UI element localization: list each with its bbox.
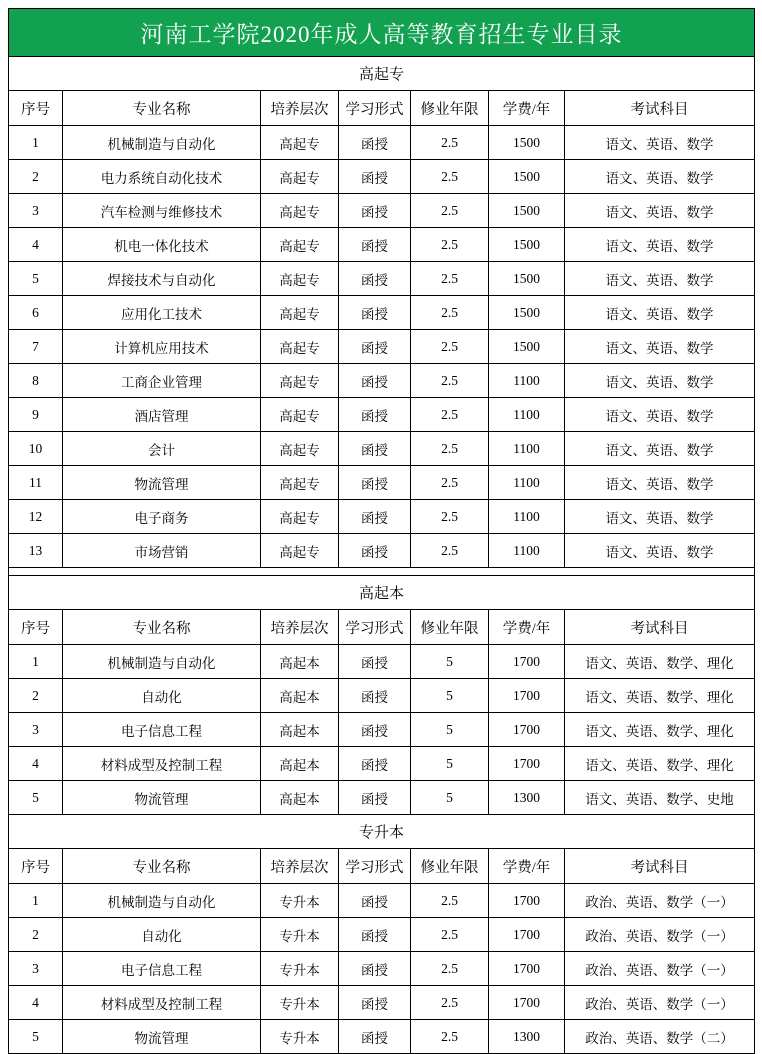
cell-major-name: 酒店管理 xyxy=(63,398,261,432)
table-row xyxy=(9,398,755,432)
catalog-table xyxy=(8,8,755,1054)
section-spacer xyxy=(9,568,755,576)
cell-duration: 2.5 xyxy=(411,500,489,534)
cell-tuition: 1700 xyxy=(489,986,565,1020)
cell-study-form: 函授 xyxy=(339,645,411,679)
section-header-row-0 xyxy=(9,57,755,91)
cell-exam-subjects: 语文、英语、数学 xyxy=(565,500,755,534)
cell-duration: 2.5 xyxy=(411,1020,489,1054)
cell-duration: 2.5 xyxy=(411,534,489,568)
cell-study-form: 函授 xyxy=(339,679,411,713)
cell-major-name: 焊接技术与自动化 xyxy=(63,262,261,296)
cell-level: 高起专 xyxy=(261,262,339,296)
cell-exam-subjects: 语文、英语、数学 xyxy=(565,432,755,466)
cell-no: 2 xyxy=(9,679,63,713)
cell-level: 专升本 xyxy=(261,918,339,952)
cell-no: 9 xyxy=(9,398,63,432)
table-row xyxy=(9,884,755,918)
header-no: 序号 xyxy=(9,610,63,645)
cell-major-name: 自动化 xyxy=(63,918,261,952)
cell-major-name: 材料成型及控制工程 xyxy=(63,986,261,1020)
table-row xyxy=(9,918,755,952)
cell-duration: 2.5 xyxy=(411,398,489,432)
header-tuition: 学费/年 xyxy=(489,610,565,645)
section-header-row-1 xyxy=(9,576,755,610)
cell-major-name: 自动化 xyxy=(63,679,261,713)
cell-major-name: 汽车检测与维修技术 xyxy=(63,194,261,228)
table-row xyxy=(9,160,755,194)
cell-study-form: 函授 xyxy=(339,781,411,815)
cell-no: 8 xyxy=(9,364,63,398)
cell-exam-subjects: 语文、英语、数学 xyxy=(565,398,755,432)
cell-duration: 5 xyxy=(411,679,489,713)
section-title-zhuanshengben: 专升本 xyxy=(9,815,755,849)
cell-tuition: 1100 xyxy=(489,432,565,466)
table-row xyxy=(9,713,755,747)
cell-study-form: 函授 xyxy=(339,918,411,952)
table-row xyxy=(9,747,755,781)
cell-duration: 5 xyxy=(411,713,489,747)
cell-study-form: 函授 xyxy=(339,1020,411,1054)
cell-exam-subjects: 语文、英语、数学 xyxy=(565,160,755,194)
cell-tuition: 1300 xyxy=(489,1020,565,1054)
cell-duration: 2.5 xyxy=(411,330,489,364)
cell-exam-subjects: 语文、英语、数学、理化 xyxy=(565,645,755,679)
table-row xyxy=(9,330,755,364)
cell-no: 3 xyxy=(9,952,63,986)
cell-tuition: 1500 xyxy=(489,296,565,330)
cell-study-form: 函授 xyxy=(339,262,411,296)
header-no: 序号 xyxy=(9,849,63,884)
cell-tuition: 1700 xyxy=(489,952,565,986)
table-row xyxy=(9,645,755,679)
table-row xyxy=(9,986,755,1020)
header-exam-subjects: 考试科目 xyxy=(565,849,755,884)
cell-tuition: 1100 xyxy=(489,466,565,500)
cell-no: 4 xyxy=(9,986,63,1020)
cell-level: 高起本 xyxy=(261,713,339,747)
table-row xyxy=(9,228,755,262)
cell-study-form: 函授 xyxy=(339,398,411,432)
cell-exam-subjects: 语文、英语、数学 xyxy=(565,364,755,398)
cell-tuition: 1100 xyxy=(489,534,565,568)
section-title-gaoqiben: 高起本 xyxy=(9,576,755,610)
cell-exam-subjects: 政治、英语、数学（二） xyxy=(565,1020,755,1054)
cell-tuition: 1700 xyxy=(489,884,565,918)
cell-major-name: 电子信息工程 xyxy=(63,952,261,986)
cell-exam-subjects: 语文、英语、数学 xyxy=(565,330,755,364)
cell-no: 1 xyxy=(9,126,63,160)
cell-major-name: 机电一体化技术 xyxy=(63,228,261,262)
cell-no: 4 xyxy=(9,228,63,262)
cell-level: 专升本 xyxy=(261,884,339,918)
header-major-name: 专业名称 xyxy=(63,91,261,126)
cell-duration: 2.5 xyxy=(411,952,489,986)
cell-study-form: 函授 xyxy=(339,330,411,364)
cell-duration: 2.5 xyxy=(411,228,489,262)
cell-study-form: 函授 xyxy=(339,432,411,466)
header-major-name: 专业名称 xyxy=(63,849,261,884)
cell-exam-subjects: 语文、英语、数学、理化 xyxy=(565,679,755,713)
cell-no: 2 xyxy=(9,160,63,194)
header-exam-subjects: 考试科目 xyxy=(565,610,755,645)
header-level: 培养层次 xyxy=(261,610,339,645)
cell-level: 高起专 xyxy=(261,228,339,262)
cell-tuition: 1500 xyxy=(489,330,565,364)
cell-study-form: 函授 xyxy=(339,884,411,918)
header-level: 培养层次 xyxy=(261,849,339,884)
header-duration: 修业年限 xyxy=(411,610,489,645)
cell-major-name: 物流管理 xyxy=(63,781,261,815)
cell-study-form: 函授 xyxy=(339,500,411,534)
cell-tuition: 1500 xyxy=(489,126,565,160)
cell-level: 高起专 xyxy=(261,296,339,330)
cell-exam-subjects: 语文、英语、数学、理化 xyxy=(565,713,755,747)
cell-level: 高起专 xyxy=(261,500,339,534)
cell-tuition: 1700 xyxy=(489,747,565,781)
title-row xyxy=(9,9,755,57)
cell-major-name: 材料成型及控制工程 xyxy=(63,747,261,781)
cell-tuition: 1700 xyxy=(489,918,565,952)
cell-no: 1 xyxy=(9,884,63,918)
cell-level: 高起专 xyxy=(261,364,339,398)
cell-no: 5 xyxy=(9,1020,63,1054)
header-duration: 修业年限 xyxy=(411,849,489,884)
column-header-row-2 xyxy=(9,849,755,884)
table-row xyxy=(9,1020,755,1054)
cell-exam-subjects: 语文、英语、数学 xyxy=(565,126,755,160)
table-row xyxy=(9,466,755,500)
cell-no: 3 xyxy=(9,713,63,747)
section-title-gaoqizhuan: 高起专 xyxy=(9,57,755,91)
cell-exam-subjects: 政治、英语、数学（一） xyxy=(565,952,755,986)
cell-level: 专升本 xyxy=(261,952,339,986)
cell-duration: 2.5 xyxy=(411,918,489,952)
cell-level: 高起本 xyxy=(261,781,339,815)
cell-tuition: 1500 xyxy=(489,228,565,262)
header-study-form: 学习形式 xyxy=(339,91,411,126)
cell-level: 高起专 xyxy=(261,466,339,500)
section-header-row-2 xyxy=(9,815,755,849)
cell-major-name: 会计 xyxy=(63,432,261,466)
table-row xyxy=(9,296,755,330)
header-major-name: 专业名称 xyxy=(63,610,261,645)
cell-no: 13 xyxy=(9,534,63,568)
cell-major-name: 电力系统自动化技术 xyxy=(63,160,261,194)
cell-exam-subjects: 政治、英语、数学（一） xyxy=(565,884,755,918)
cell-duration: 2.5 xyxy=(411,194,489,228)
cell-no: 7 xyxy=(9,330,63,364)
cell-tuition: 1100 xyxy=(489,364,565,398)
cell-exam-subjects: 语文、英语、数学 xyxy=(565,466,755,500)
cell-major-name: 工商企业管理 xyxy=(63,364,261,398)
cell-major-name: 机械制造与自动化 xyxy=(63,126,261,160)
cell-duration: 5 xyxy=(411,747,489,781)
cell-duration: 2.5 xyxy=(411,432,489,466)
cell-level: 专升本 xyxy=(261,1020,339,1054)
header-tuition: 学费/年 xyxy=(489,91,565,126)
cell-study-form: 函授 xyxy=(339,160,411,194)
header-no: 序号 xyxy=(9,91,63,126)
cell-level: 专升本 xyxy=(261,986,339,1020)
cell-tuition: 1700 xyxy=(489,645,565,679)
cell-study-form: 函授 xyxy=(339,466,411,500)
cell-level: 高起专 xyxy=(261,126,339,160)
cell-duration: 5 xyxy=(411,645,489,679)
header-study-form: 学习形式 xyxy=(339,610,411,645)
table-row xyxy=(9,952,755,986)
cell-major-name: 物流管理 xyxy=(63,466,261,500)
table-row xyxy=(9,781,755,815)
cell-no: 12 xyxy=(9,500,63,534)
cell-major-name: 机械制造与自动化 xyxy=(63,884,261,918)
header-level: 培养层次 xyxy=(261,91,339,126)
cell-study-form: 函授 xyxy=(339,534,411,568)
cell-tuition: 1500 xyxy=(489,160,565,194)
cell-tuition: 1100 xyxy=(489,500,565,534)
cell-duration: 2.5 xyxy=(411,364,489,398)
header-tuition: 学费/年 xyxy=(489,849,565,884)
table-row xyxy=(9,364,755,398)
table-row xyxy=(9,534,755,568)
header-exam-subjects: 考试科目 xyxy=(565,91,755,126)
cell-no: 4 xyxy=(9,747,63,781)
cell-study-form: 函授 xyxy=(339,296,411,330)
cell-duration: 5 xyxy=(411,781,489,815)
table-row xyxy=(9,432,755,466)
table-row xyxy=(9,262,755,296)
cell-study-form: 函授 xyxy=(339,986,411,1020)
cell-level: 高起本 xyxy=(261,645,339,679)
cell-major-name: 计算机应用技术 xyxy=(63,330,261,364)
column-header-row-0 xyxy=(9,91,755,126)
cell-no: 11 xyxy=(9,466,63,500)
cell-exam-subjects: 语文、英语、数学 xyxy=(565,534,755,568)
table-row xyxy=(9,679,755,713)
cell-major-name: 市场营销 xyxy=(63,534,261,568)
cell-study-form: 函授 xyxy=(339,952,411,986)
cell-study-form: 函授 xyxy=(339,364,411,398)
cell-major-name: 电子商务 xyxy=(63,500,261,534)
cell-exam-subjects: 语文、英语、数学 xyxy=(565,228,755,262)
cell-no: 1 xyxy=(9,645,63,679)
cell-level: 高起专 xyxy=(261,194,339,228)
cell-exam-subjects: 政治、英语、数学（一） xyxy=(565,918,755,952)
cell-level: 高起专 xyxy=(261,432,339,466)
cell-no: 5 xyxy=(9,781,63,815)
header-duration: 修业年限 xyxy=(411,91,489,126)
cell-duration: 2.5 xyxy=(411,126,489,160)
catalog-body xyxy=(9,9,755,1054)
cell-tuition: 1500 xyxy=(489,194,565,228)
cell-exam-subjects: 语文、英语、数学 xyxy=(565,194,755,228)
cell-duration: 2.5 xyxy=(411,160,489,194)
cell-no: 10 xyxy=(9,432,63,466)
cell-duration: 2.5 xyxy=(411,986,489,1020)
header-study-form: 学习形式 xyxy=(339,849,411,884)
table-row xyxy=(9,194,755,228)
cell-level: 高起本 xyxy=(261,679,339,713)
cell-study-form: 函授 xyxy=(339,228,411,262)
cell-no: 2 xyxy=(9,918,63,952)
document-title: 河南工学院2020年成人高等教育招生专业目录 xyxy=(9,9,755,57)
cell-level: 高起专 xyxy=(261,160,339,194)
cell-level: 高起专 xyxy=(261,330,339,364)
cell-tuition: 1300 xyxy=(489,781,565,815)
cell-major-name: 物流管理 xyxy=(63,1020,261,1054)
table-row xyxy=(9,500,755,534)
cell-duration: 2.5 xyxy=(411,262,489,296)
cell-exam-subjects: 语文、英语、数学、理化 xyxy=(565,747,755,781)
cell-study-form: 函授 xyxy=(339,194,411,228)
cell-major-name: 应用化工技术 xyxy=(63,296,261,330)
cell-study-form: 函授 xyxy=(339,126,411,160)
cell-tuition: 1700 xyxy=(489,679,565,713)
cell-major-name: 机械制造与自动化 xyxy=(63,645,261,679)
cell-duration: 2.5 xyxy=(411,296,489,330)
cell-exam-subjects: 语文、英语、数学 xyxy=(565,296,755,330)
cell-tuition: 1100 xyxy=(489,398,565,432)
cell-study-form: 函授 xyxy=(339,747,411,781)
cell-level: 高起专 xyxy=(261,398,339,432)
cell-major-name: 电子信息工程 xyxy=(63,713,261,747)
cell-no: 3 xyxy=(9,194,63,228)
table-row xyxy=(9,126,755,160)
cell-duration: 2.5 xyxy=(411,466,489,500)
cell-exam-subjects: 语文、英语、数学、史地 xyxy=(565,781,755,815)
cell-exam-subjects: 语文、英语、数学 xyxy=(565,262,755,296)
cell-duration: 2.5 xyxy=(411,884,489,918)
cell-tuition: 1500 xyxy=(489,262,565,296)
cell-level: 高起本 xyxy=(261,747,339,781)
cell-tuition: 1700 xyxy=(489,713,565,747)
cell-no: 5 xyxy=(9,262,63,296)
cell-level: 高起专 xyxy=(261,534,339,568)
cell-no: 6 xyxy=(9,296,63,330)
column-header-row-1 xyxy=(9,610,755,645)
cell-exam-subjects: 政治、英语、数学（一） xyxy=(565,986,755,1020)
cell-study-form: 函授 xyxy=(339,713,411,747)
